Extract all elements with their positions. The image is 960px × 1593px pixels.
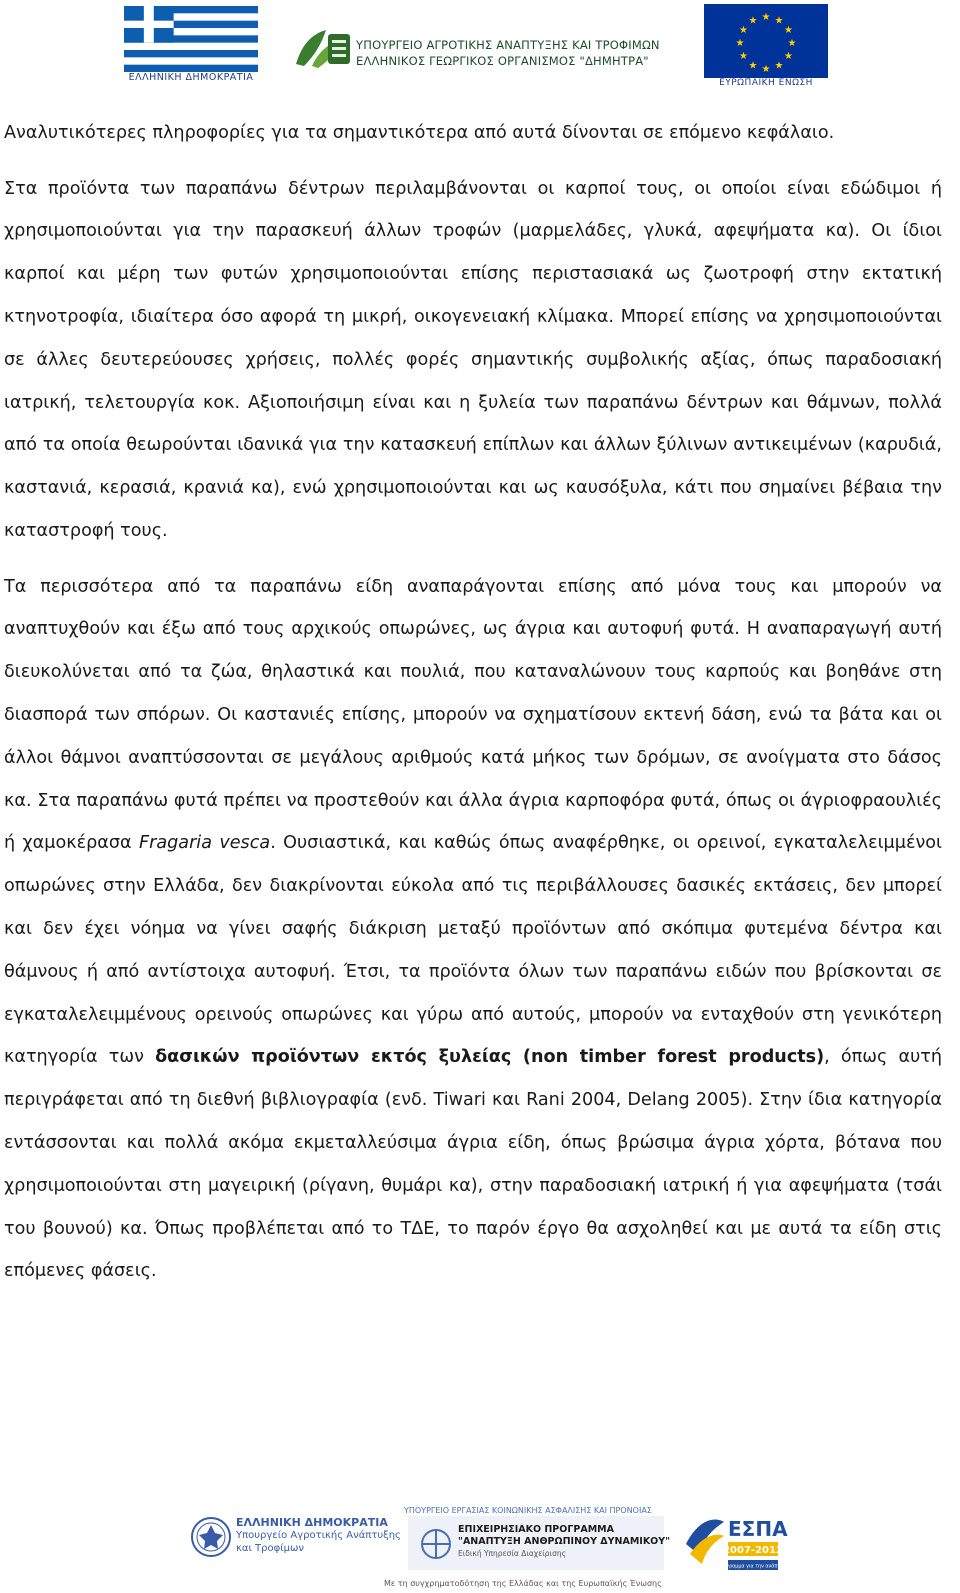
ministry-name: ΥΠΟΥΡΓΕΙΟ ΑΓΡΟΤΙΚΗΣ ΑΝΑΠΤΥΞΗΣ ΚΑΙ ΤΡΟΦΙΜΩΝ — [356, 38, 660, 52]
svg-text:★: ★ — [739, 25, 748, 36]
document-body — [4, 112, 942, 1306]
gov-ministry: Υπουργείο Αγροτικής Ανάπτυξης — [236, 1530, 401, 1541]
svg-text:★: ★ — [748, 15, 758, 27]
paragraph-text: , όπως αυτή περιγράφεται από τη διεθνή βιβλιογραφία (ενδ. Tiwari και Rani 2004, Delang 2005). Στην ίδια κατηγορία εντάσσονται και πολλά ακόμα εκμεταλλεύσιμα άγρια είδη, όπως βρώσιμα άγρια χόρτα, βότανα που χρησιμοποιούνται στη μαγειρική (ρίγανη, θυμάρι κα), στην παραδοσιακή ιατρική ή για αφεψήματα (τσάι του βουνού) κα. Όπως προβλέπεται από το ΤΔΕ, το παρόν έργο θα ασχοληθεί και με αυτά τα είδη στις επόμενες φάσεις. — [4, 1047, 942, 1282]
svg-text:★: ★ — [774, 15, 784, 27]
op-ministry: ΥΠΟΥΡΓΕΙΟ ΕΡΓΑΣΙΑΣ ΚΟΙΝΩΝΙΚΗΣ ΑΣΦΑΛΙΣΗΣ ΚΑΙ ΠΡΟΝΟΙΑΣ — [404, 1506, 652, 1515]
gov-name: ΕΛΛΗΝΙΚΗ ΔΗΜΟΚΡΑΤΙΑ — [236, 1516, 388, 1529]
espa-years: 2007-2013 — [723, 1545, 783, 1556]
greece-caption: ΕΛΛΗΝΙΚΗ ΔΗΜΟΚΡΑΤΙΑ — [128, 72, 254, 83]
svg-text:★: ★ — [748, 60, 758, 72]
eu-caption: ΕΥΡΩΠΑΪΚΗ ΕΝΩΣΗ — [719, 78, 813, 88]
op-service: Ειδική Υπηρεσία Διαχείρισης — [458, 1549, 566, 1558]
page-header — [0, 0, 960, 92]
page-footer — [0, 1496, 960, 1593]
paragraph-text: . Ουσιαστικά, και καθώς όπως αναφέρθηκε, οι ορεινοί, εγκαταλελειμμένοι οπωρώνες στην Ελλάδα, δεν διακρίνονται εύκολα από τις περιβάλλουσες δασικές εκτάσεις, δεν μπορεί και δεν έχει νόημα να γίνει σαφής διάκριση μεταξύ προϊόντων από σκόπιμα φυτεμένα δέντρα και θάμνους ή από αντίστοιχα αυτοφυή. Έτσι, τα προϊόντα όλων των παραπάνω ειδών που βρίσκονται σε εγκαταλελειμμένους ορεινούς οπωρώνες και γύρω από αυτούς, μπορούν να ενταχθούν στη γενικότερη κατηγορία των — [4, 833, 942, 1068]
espa-title: ΕΣΠΑ — [728, 1517, 788, 1541]
greek-flag-icon — [124, 6, 258, 72]
gov-ministry-cont: και Τροφίμων — [236, 1543, 304, 1554]
svg-text:★: ★ — [784, 51, 793, 62]
svg-text:★: ★ — [784, 25, 793, 36]
svg-text:★: ★ — [761, 64, 771, 75]
species-name: Fragaria vesca — [138, 833, 271, 854]
svg-text:★: ★ — [739, 51, 748, 62]
svg-text:★: ★ — [787, 38, 797, 49]
organization-name: ΕΛΛΗΝΙΚΟΣ ΓΕΩΡΓΙΚΟΣ ΟΡΓΑΝΙΣΜΟΣ "ΔΗΜΗΤΡΑ" — [356, 54, 649, 68]
paragraph-intro: Αναλυτικότερες πληροφορίες για τα σημαντικότερα από αυτά δίνονται σε επόμενο κεφάλαιο. — [4, 123, 835, 143]
eu-flag-icon — [704, 4, 828, 78]
cofunding-note: Με τη συγχρηματοδότηση της Ελλάδας και της Ευρωπαϊκής Ένωσης — [384, 1579, 662, 1588]
svg-text:★: ★ — [735, 38, 745, 49]
espa-logo-icon — [684, 1510, 789, 1578]
espa-subtitle: πρόγραμμα για την ανάπτυξη — [717, 1564, 789, 1570]
op-title: ΕΠΙΧΕΙΡΗΣΙΑΚΟ ΠΡΟΓΡΑΜΜΑ — [458, 1524, 614, 1535]
key-term: δασικών προϊόντων εκτός ξυλείας (non timber forest products) — [155, 1047, 825, 1068]
paragraph-products: Στα προϊόντα των παραπάνω δέντρων περιλαμβάνονται οι καρποί τους, οι οποίοι είναι εδώδιμοι ή χρησιμοποιούνται για την παρασκευή άλλων τροφών (μαρμελάδες, γλυκά, αφεψήματα κα). Οι ίδιοι καρποί και μέρη των φυτών χρησιμοποιούνται επίσης περιστασιακά ως ζωοτροφή στην εκτατική κτηνοτροφία, ιδιαίτερα όσο αφορά τη μικρή, οικογενειακή κλίμακα. Μπορεί επίσης να χρησιμοποιούνται σε άλλες δευτερεύουσες χρήσεις, πολλές φορές σημαντικής συμβολικής αξίας, όπως παραδοσιακή ιατρική, τελετουργία κοκ. Αξιοποιήσιμη είναι και η ξυλεία των παραπάνω δέντρων και θάμνων, πολλά από τα οποία θεωρούνται ιδανικά για την κατασκευή επίπλων και άλλων ξύλινων αντικειμένων (καρυδιά, καστανιά, κερασιά, κρανιά κα), ενώ χρησιμοποιούνται και ως καυσόξυλα, κάτι που σημαίνει βέβαια την καταστροφή τους. — [4, 178, 942, 541]
op-subtitle: "ΑΝΑΠΤΥΞΗ ΑΝΘΡΩΠΙΝΟΥ ΔΥΝΑΜΙΚΟΥ" — [458, 1536, 671, 1547]
greek-seal-icon — [190, 1516, 232, 1558]
svg-text:★: ★ — [774, 60, 784, 72]
paragraph-reproduction — [4, 566, 942, 1294]
paragraph-text: Τα περισσότερα από τα παραπάνω είδη αναπαράγονται επίσης από μόνα τους και μπορούν να αναπτυχθούν και έξω από τους αρχικούς οπωρώνες, ως άγρια και αυτοφυή φυτά. Η αναπαραγωγή αυτή διευκολύνεται από τα ζώα, θηλαστικά και πουλιά, που καταναλώνουν τους καρπούς και βοηθάνε στη διασπορά των σπόρων. Οι καστανιές επίσης, μπορούν να σχηματίσουν εκτενή δάση, ενώ τα βάτα και οι άλλοι θάμνοι αναπτύσσονται σε μεγάλους αριθμούς κατά μήκος των δρόμων, σε ανοίγματα στο δάσος κα. Στα παραπάνω φυτά πρέπει να προστεθούν και άλλα άγρια καρποφόρα φυτά, όπως οι άγριοφραουλιές ή χαμοκέρασα — [4, 576, 942, 854]
svg-text:★: ★ — [761, 12, 771, 23]
